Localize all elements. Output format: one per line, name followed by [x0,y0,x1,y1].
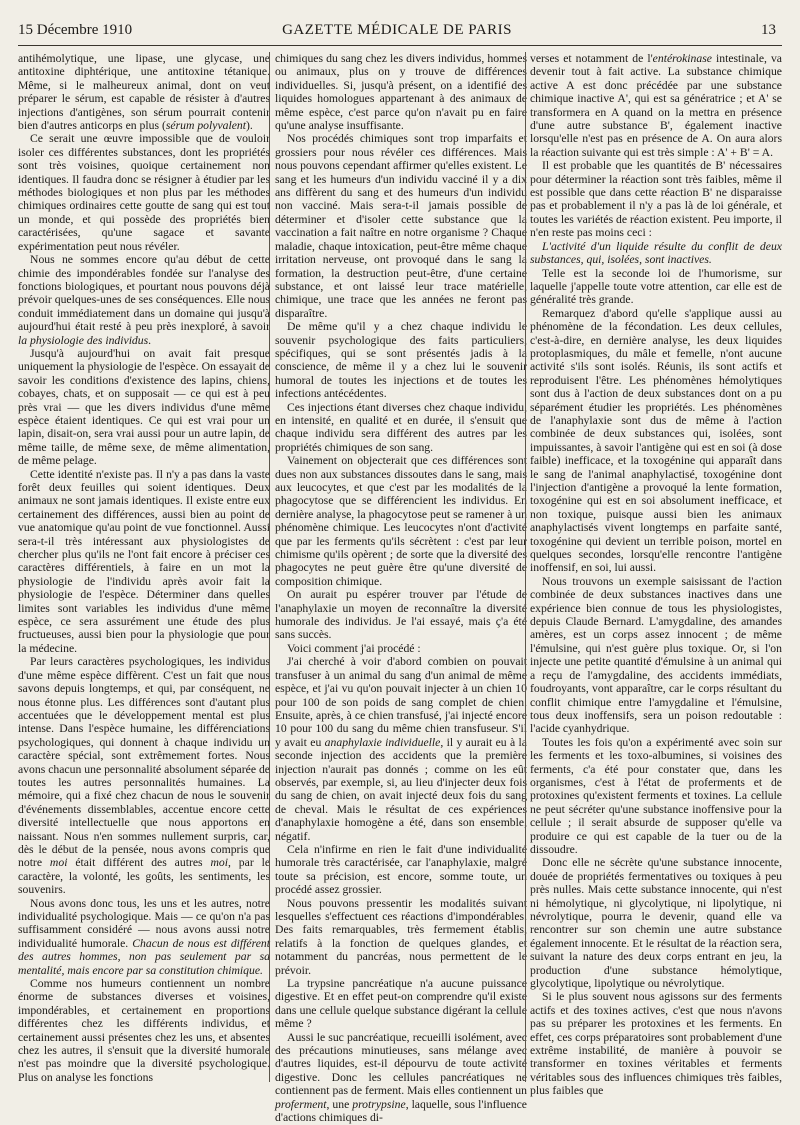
text-run: , laquelle, sous l'influence d'actions chimiques di- [275,1097,527,1125]
text-run: Ces injections étant diverses chez chaque individu, en intensité, en qualité et en durée, il s'ensuit que chaque individu sera différent des autres par les propriétés chimiques de son sang. [275,400,527,454]
text-run: Nous pouvons pressentir les modalités suivant lesquelles s'effectuent ces réactions d'impondérables. Des faits remarquables, très fermement établis, relatifs à la fonction de quelques glandes, et notamment du pancréas, nous permettent de le prévoir. [275,896,527,977]
paragraph [18,655,270,896]
text-run: chimiques du sang chez les divers individus, hommes ou animaux, plus on y trouve de différences individuelles. Si, jusqu'à présent, on a identifié des liquides homologues appartenant à des animaux de même espèce, c'est parce qu'on n'avait pu en faire qu'une analyse insuffisante. [275,52,527,133]
paragraph [275,320,527,400]
text-run: , par le caractère, la volonté, les goûts, les sentiments, les souvenirs. [18,856,271,897]
text-run: intestinale, va devenir tout à fait active. La substance chimique active A est donc précédée par une substance chimique inactive A', qui est sa génératrice ; et A' se transformera en A quand on la mettra en présence d'une autre substance B', également inactive lorsqu'elle n'est pas en présence de A. On aura alors la réaction suivante qui est très simple : A' + B' = A. [530,52,782,159]
paragraph [530,736,782,857]
journal-title: GAZETTE MÉDICALE DE PARIS [282,22,512,38]
text-run: De même qu'il y a chez chaque individu le souvenir psychologique des faits particuliers, spécifiques, qui se sont présentés jadis à la conscience, de même il y a chez lui le souvenir humoral de toutes les injections et de toutes les infections antécédentes. [275,320,527,401]
text-run: Ce serait une œuvre impossible que de vouloir isoler ces différentes substances, dont les propriétés sont très voisines, quoique certainement non identiques. Il faudra donc se résigner à étudier par les méthodes biologiques et non plus par les méthodes chimiques ordinaires cette goutte de sang qui est tout un monde, et qui possède des propriétés bien caractérisées, qu'une sagace et savante expérimentation peut nous révéler. [18,132,270,253]
paragraph [530,240,782,267]
italic-text: moi [210,856,228,870]
text-run: On aurait pu espérer trouver par l'étude de l'anaphylaxie un moyen de reconnaître la diversité humorale des individus. Je l'ai essayé, mais ç'a été sans succès. [275,588,527,642]
paragraph [18,468,270,656]
text-run: Jusqu'à aujourd'hui on avait fait presque uniquement la physiologie de l'espèce. On essayait de savoir les conditions d'existence des lapins, chiens, cobayes, chats, et on supposait — ce qui est à peu près vrai — que les divers individus d'une même espèce étaient identiques. Ce qui est vrai pour un lapin, disait-on, sera vrai aussi pour un autre lapin, de même taille, de même sexe, de même alimentation, de même pelage. [18,346,270,468]
paragraph [530,856,782,990]
paragraph [530,52,782,159]
paragraph [275,642,527,655]
paragraph [530,159,782,239]
text-run: Aussi le suc pancréatique, recueilli isolément, avec des précautions minutieuses, sans mélange avec d'autres liquides, est-il dépourvu de toute activité digestive. Donc les cellules pancréatiques ne contiennent pas de ferment. Mais elles contiennent un [275,1030,527,1098]
page-header [18,22,776,44]
paragraph [530,307,782,575]
paragraph [18,977,270,1084]
paragraph [275,897,527,977]
text-run: était différent des autres [67,856,211,870]
text-run: Vainement on objecterait que ces différences sont dues non aux substances dissoutes dans le sang, mais aux leucocytes, et que c'est par les modalités de la phagocytose que se différencient les individus. En dernière analyse, la phagocytose peut se ramener à un phénomène chimique. Les leucocytes n'ont d'activité que par les ferments qu'ils sécrètent : c'est par leur chimisme qu'ils opèrent ; de sorte que la diversité des phagocytes ne peut guère être qu'une diversité de composition chimique. [275,454,527,588]
paragraph [18,897,270,977]
text-column-2 [275,52,527,1125]
text-run: , une [326,1097,353,1111]
italic-text: L'activité d'un liquide résulte du conflit de deux substances, qui, isolées, sont inactives. [530,239,782,267]
text-run: Cela n'infirme en rien le fait d'une individualité humorale très caractérisée, car l'anaphylaxie, malgré toute sa précision, est encore, somme toute, un procédé assez grossier. [275,842,527,897]
italic-text: proferment [275,1097,327,1111]
text-run: Cette identité n'existe pas. Il n'y a pas dans la vaste forêt deux feuilles qui soient identiques. Deux animaux ne sont jamais identiques. Il existe entre eux certainement des différences, aussi bien au point de vue anatomique qu'au point de vue fonctionnel. Aussi sera-t-il très intéressant aux physiologistes de chercher plus qu'ils ne l'ont fait encore à préciser ces caractères différentiels, à faire en un mot la physiologie de l'individu après avoir fait la physiologie de l'espèce. Déterminer dans quelles limites sont variables les individus d'une même espèce, ce sera assurément une étude des plus fructueuses, aussi bien pour la physiologie que pour la médecine. [18,467,270,655]
italic-text: entérokinase [652,52,712,65]
column-separator [269,52,270,1082]
text-run: , il y aurait eu à la seconde injection des accidents que la première injection n'aurait pas donnés ; comme on les eût observés, par exemple, si, au lieu d'injecter deux fois du sang de chien, on avait injecté deux fois du sang de cheval. Mais le résultat de ces expériences d'anaphylaxie homogène a été, dans son ensemble, négatif. [275,735,527,843]
text-run: Nos procédés chimiques sont trop imparfaits et grossiers pour nous révéler ces différences. Mais nous pouvons cependant affirmer qu'elles existent. Le sang et les humeurs d'un individu vacciné il y a dix ans diffèrent du sang et des humeurs d'un individu non vacciné. Mais sera-t-il jamais possible de déterminer et d'isoler cette substance que la vaccination a fait naître en notre organisme ? Chaque maladie, chaque intoxication, peut-être même chaque irritation nerveuse, ont provoqué dans le sang la formation, la destruction peut-être, d'une certaine substance, et ont laissé leur trace matérielle, chimique, une trace que les années ne feront pas disparaître. [275,132,527,320]
paragraph [275,132,527,320]
text-run: La trypsine pancréatique n'a aucune puissance digestive. Et en effet peut-on comprendre qu'il existe dans une cellule quelque substance digérant la cellule même ? [275,977,527,1031]
paragraph [530,575,782,736]
paragraph [18,347,270,468]
text-column-1 [18,52,270,1082]
text-column-3 [530,52,782,1098]
paragraph [18,52,270,132]
text-run: Toutes les fois qu'on a expérimenté avec soin sur les ferments et les toxo-albumines, si voisines des ferments, c'a été pour constater que, dans les organismes, c'est à l'état de proferments et de protoxines qu'existent ferments et toxines. La cellule ne peut sécréter qu'une substance inoffensive pour la cellule ; il serait absurde de supposer qu'elle va produire ce qui est capable de la tuer ou de la dissoudre. [530,735,782,856]
text-run: J'ai cherché à voir d'abord combien on pouvait transfuser à un animal du sang d'un animal de même espèce, et j'ai vu qu'on pouvait injecter à un chien 10 pour 100 de son poids de sang complet de chien. Ensuite, après, à ce chien transfusé, j'ai injecté encore 10 pour 100 du sang du même chien transfuseur. S'il y avait eu [275,655,527,749]
italic-text: anaphylaxie individuelle [324,735,441,749]
paragraph [275,843,527,897]
paragraph [18,253,270,347]
text-run: Nous trouvons un exemple saisissant de l'action combinée de deux substances inactives dans une expérience bien connue de tous les physiologistes, depuis Claude Bernard. L'amygdaline, des amandes amères, est un corps assez innocent ; de même l'émulsine, qui n'est guère plus toxique. Or, si l'on injecte une petite quantité d'émulsine à un animal qui a reçu de l'amygdaline, des accidents immédiats, foudroyants, vont apparaître, car le corps résultant du conflit chimique entre l'amygdaline et l'émulsine, tous deux inoffensifs, sera un poison redoutable : l'acide cyanhydrique. [530,574,782,736]
text-run: Donc elle ne sécrète qu'une substance innocente, douée de propriétés fermentatives ou toxiques à peu près nulles. Mais cette substance innocente, qui n'est ni hémolytique, ni glycolytique, ni lipolytique, ni névrolytique, pourra le devenir, quand elle va rencontrer sur son chemin une autre substance également innocente. Et le résultat de la réaction sera, suivant la nature des deux corps entrant en jeu, la production d'une substance hémolytique, glycolytique, lipolytique ou névrolytique. [530,856,782,991]
paragraph [275,977,527,1031]
text-run: Nous ne sommes encore qu'au début de cette chimie des impondérables fondée sur l'analyse des fonctions biologiques, et pourtant nous pouvons déjà prévoir quelques-unes de ses conséquences. Elle nous conduit immédiatement dans un domaine qui jusqu'à aujourd'hui était resté à peu près inexploré, à savoir [18,253,270,334]
text-run: Telle est la seconde loi de l'humorisme, sur laquelle j'appelle toute votre attention, car elle est de généralité très grande. [530,266,782,307]
italic-text: moi [49,856,68,870]
text-run: Par leurs caractères psychologiques, les individus d'une même espèce diffèrent. C'est un fait que nous savons depuis longtemps, et qui, par conséquent, ne nous étonne plus. Les différences sont d'autant plus accentuées que le développement mental est plus intense. Dans l'espèce humaine, les différenciations psychologiques, qui donnent à chaque individu un caractère spécial, sont extrêmement fortes. Nous avons chacun une personnalité absolument séparée de toutes les autres personnalités humaines. La mémoire, qui a fixé chez chacun de nous le souvenir d'événements dissemblables, accentue encore cette diversité intellectuelle que nous apportons en naissant. Nous n'en sommes nullement surpris, car, dès le début de la pensée, nous avons compris que notre [18,655,270,870]
paragraph [530,990,782,1097]
italic-text: la physiologie des individus [18,333,149,347]
italic-text: protrypsine [352,1097,406,1111]
page-number: 13 [761,22,776,38]
text-run: Voici comment j'ai procédé : [287,641,421,655]
paragraph [275,401,527,455]
text-run: ). [246,119,253,133]
paragraph [275,52,527,132]
column-separator [525,52,526,1082]
text-run: Remarquez d'abord qu'elle s'applique aussi au phénomène de la fécondation. Les deux cellules, c'est-à-dire, en dernière analyse, les deux liquides protoplasmiques, du mâle et femelle, n'ont aucune activité s'ils sont isolés. Réunis, ils sont actifs et reproduisent l'être. Les phénomènes hémolytiques sont dus à l'action de deux substances dont on a pu séparément étudier les propriétés. Les phénomènes de l'anaphylaxie sont dus de même à l'action combinée de deux substances qui, isolées, sont impuissantes, à savoir l'antigène qui est en soi (à dose faible) inefficace, et la toxogénine qui apparaît dans le sang de l'animal anaphylactisé, toxogénine dont l'injection d'antigène a provoqué la lente formation, toxogénine qui est en soi absolument inefficace, et non toxique, puisque aussi bien les animaux anaphylactisés vivent longtemps en parfaite santé, toxogénine qui devient un terrible poison, mortel en quelques secondes, lorsqu'elle rencontre l'antigène inoffensif, en soi, lui aussi. [530,306,782,575]
header-rule [18,45,782,46]
paragraph [275,588,527,642]
text-run: verses et notamment de l' [530,52,653,65]
text-run: Nous avons donc tous, les uns et les autres, notre individualité psychologique. Mais — ce qu'on n'a pas suffisamment considéré — nous avons aussi notre individualité humorale. [18,896,270,950]
paragraph [530,267,782,307]
paragraph [275,1031,527,1125]
paragraph [18,132,270,253]
paragraph [275,454,527,588]
text-run: Comme nos humeurs contiennent un nombre énorme de substances diverses et voisines, impondérables, et certainement en proportions différentes chez les différents individus, et certainement aussi présentes chez les uns, et absentes chez les autres, il s'ensuit que la diversité humorale n'est pas moindre que la diversité psychologique. Plus on analyse les fonctions [18,977,270,1084]
issue-date: 15 Décembre 1910 [18,22,133,38]
italic-text: sérum polyvalent [165,119,247,133]
text-run: . [148,333,152,347]
italic-text: Chacun de nous est différent des autres hommes, non pas seulement par sa mentalité, mais encore par sa constitution chimique. [18,936,270,977]
paragraph [275,655,527,843]
text-run: Il est probable que les quantités de B' nécessaires pour déterminer la réaction sont très faibles, même il est possible que dans cette réaction B' ne disparaisse pas et probablement il n'y a pas là de loi générale, et toutes les variétés de réaction existent. Peu importe, il n'en reste pas moins ceci : [530,159,782,240]
text-run: Si le plus souvent nous agissons sur des ferments actifs et des toxines actives, c'est que nous n'avons pas su préparer les protoxines et les ferments. En effet, ces corps préparatoires sont probablement d'une extrême instabilité, de manière à pouvoir se transformer en toxines véritables et ferments véritables sous des influences chimiques très faibles, plus faibles que [530,990,782,1098]
text-run: antihémolytique, une lipase, une glycase, une antitoxine diphtérique, une antitoxine tétanique. Même, si le malheureux animal, dont on veut préparer le sérum, est capable de résister à d'autres injections d'antigènes, son sérum pourrait contenir bien d'autres anticorps en plus ( [18,52,270,133]
